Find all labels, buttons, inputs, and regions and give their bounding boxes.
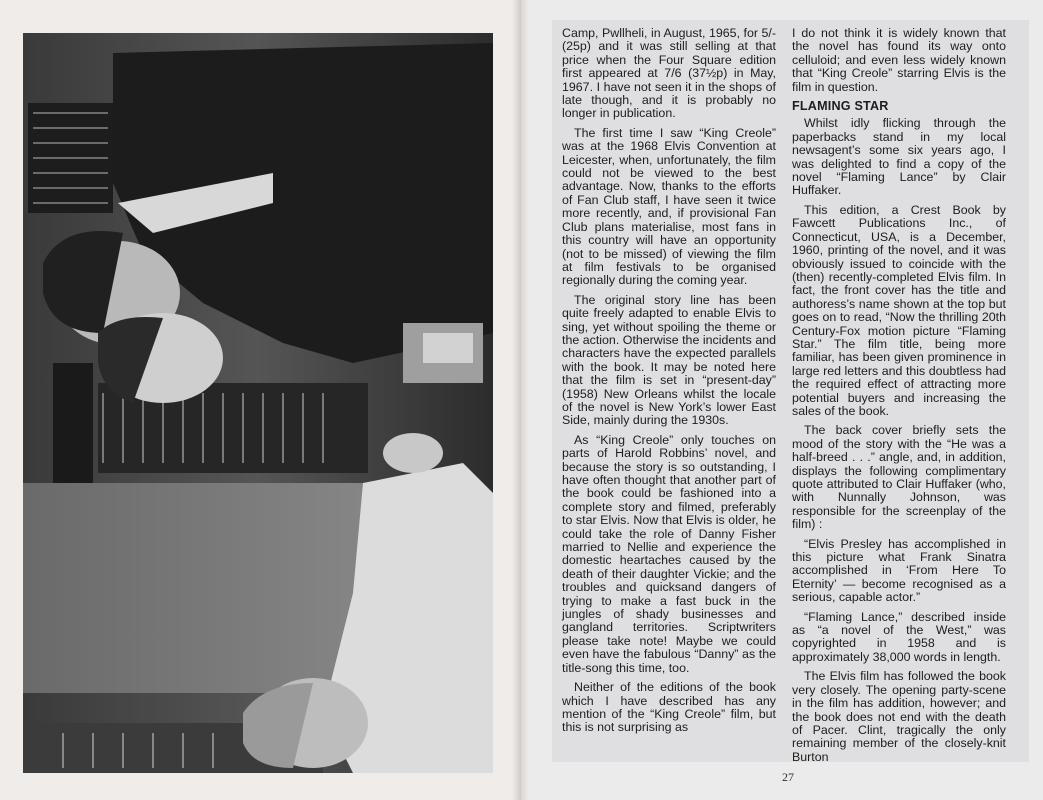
film-still-photo	[23, 33, 493, 773]
paragraph: The first time I saw “King Creole” was at the 1968 Elvis Convention at Leicester, when, unfortunately, the film could not be viewed to the best advantage. Now, thanks to the efforts of Fan Club staff, I have seen it twice more recently, and, if provisional Fan Club plans materialise, most fans in this country will have an opportunity (not to be missed) of viewing the film at film festivals to be organised regionally during the coming year.	[562, 125, 776, 288]
section-heading: FLAMING STAR	[792, 99, 889, 114]
quote-paragraph: “Elvis Presley has accomplished in this picture what Frank Sinatra accomplished in ‘From Here To Eternity’ — become recognised as a serious, capable actor.”	[792, 536, 1006, 605]
paragraph: This edition, a Crest Book by Fawcett Publications Inc., of Connecticut, USA, is a December, 1960, printing of the novel, and it was obviously issued to coincide with the (then) recently-completed Elvis film. In fact, the front cover has the title and authoress’s name shown at the top but goes on to read, “Now the thrilling 20th Century-Fox motion picture “Flaming Star.” The film title, being more familiar, has been given prominence in large red letters and this doubtless had the required effect of attracting more potential buyers and increasing the sales of the book.	[792, 202, 1006, 418]
photo-illustration	[23, 33, 493, 773]
paragraph: The back cover briefly sets the mood of the story with the “He was a half-breed . . .” angle, and, in addition, displays the following complimentary quote attributed to Clair Huffaker (who, with Nunnally Johnson, was responsible for the screenplay of the film) :	[792, 423, 1006, 532]
paragraph: Camp, Pwllheli, in August, 1965, for 5/- (25p) and it was still selling at that price when the Four Square edition first appeared at 7/6 (37½p) in May, 1967. I have not seen it in the shops of late though, and it is probably no longer in publication.	[562, 26, 776, 121]
paragraph: Whilst idly flicking through the paperbacks stand in my local newsagent’s some six years ago, I was delighted to find a copy of the novel “Flaming Lance” by Clair Huffaker.	[792, 116, 1006, 198]
paragraph: The Elvis film has followed the book very closely. The opening party-scene in the film has addition, however; and the book does not end with the death of Pacer. Clint, tragically the only remaining member of the closely-knit Burton	[792, 669, 1006, 764]
page-number: 27	[782, 770, 794, 784]
paragraph: As “King Creole” only touches on parts of Harold Robbins’ novel, and because the story is so outstanding, I have often thought that another part of the book could be fashioned into a complete story and filmed, preferably to star Elvis. Now that Elvis is older, he could take the role of Danny Fisher married to Nellie and experience the domestic heartaches caused by the death of their daughter Vickie; and the troubles and quicksand dangers of trying to make a fast buck in the jungles of shady businesses and gangland territories. Scriptwriters please take note! Maybe we could even have the fabulous “Danny” as the title-song this time, too.	[562, 432, 776, 675]
text-column-1	[562, 27, 776, 735]
page-gutter	[512, 0, 528, 800]
paragraph: I do not think it is widely known that the novel has found its way onto celluloid; and even less widely known that “King Creole” starring Elvis is the film in question.	[792, 26, 1006, 94]
paragraph: “Flaming Lance,” described inside as “a novel of the West,” was copyrighted in 1958 and is approximately 38,000 words in length.	[792, 609, 1006, 664]
text-column-2	[792, 27, 1006, 764]
paragraph: The original story line has been quite freely adapted to enable Elvis to sing, yet without spoiling the theme or the action. Otherwise the incidents and characters have the expected parallels with the book. It may be noted here that the film is set in “present-day” (1958) New Orleans whilst the locale of the novel is New York’s lower East Side, mainly during the 1930s.	[562, 292, 776, 428]
paragraph: Neither of the editions of the book which I have described has any mention of the “King Creole” film, but this is not surprising as	[562, 680, 776, 735]
